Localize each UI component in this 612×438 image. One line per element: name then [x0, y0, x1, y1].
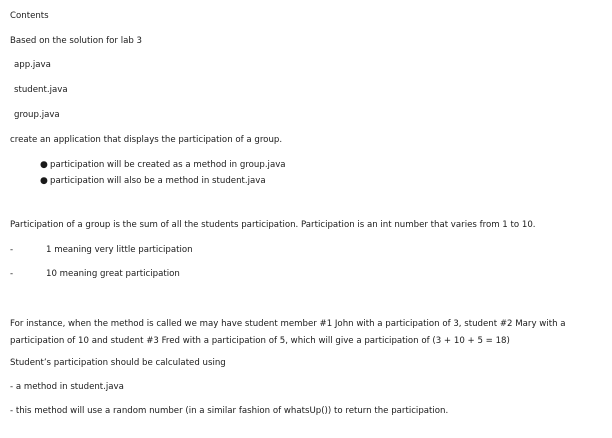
dash-marker: - [10, 245, 14, 255]
bullet-dot-icon: ● [40, 176, 48, 186]
intro-text: Based on the solution for lab 3 [10, 36, 143, 46]
bullet-item [40, 159, 286, 171]
scale-item [10, 268, 180, 280]
bullet-text: participation will be created as a method in group.java [50, 160, 286, 170]
file-student-java: student.java [14, 85, 68, 95]
scale-item [10, 244, 193, 256]
file-group-java: group.java [14, 110, 60, 120]
dash-marker: - [10, 269, 14, 279]
task-text: create an application that displays the participation of a group. [10, 135, 283, 145]
bullet-dot-icon: ● [40, 160, 48, 170]
scale-text: 10 meaning great participation [46, 269, 180, 279]
calc-intro: Student’s participation should be calculated using [10, 358, 226, 368]
example-paragraph: For instance, when the method is called we may have student member #1 John with a participation of 3, student #2 Mary with a participation of 10 and student #3 Fred with a participation of 5, which will give a participation of (3 + 10 + 5 = 18) [10, 319, 566, 346]
calc-item: - this method will use a random number (in a similar fashion of whatsUp()) to return the participation. [10, 406, 449, 416]
scale-text: 1 meaning very little participation [46, 245, 193, 255]
participation-definition: Participation of a group is the sum of all the students participation. Participation is an int number that varies from 1 to 10. [10, 220, 536, 230]
bullet-item [40, 175, 266, 187]
calc-item: - a method in student.java [10, 382, 124, 392]
contents-heading: Contents [10, 11, 49, 21]
bullet-text: participation will also be a method in student.java [50, 176, 266, 186]
file-app-java: app.java [14, 60, 51, 70]
